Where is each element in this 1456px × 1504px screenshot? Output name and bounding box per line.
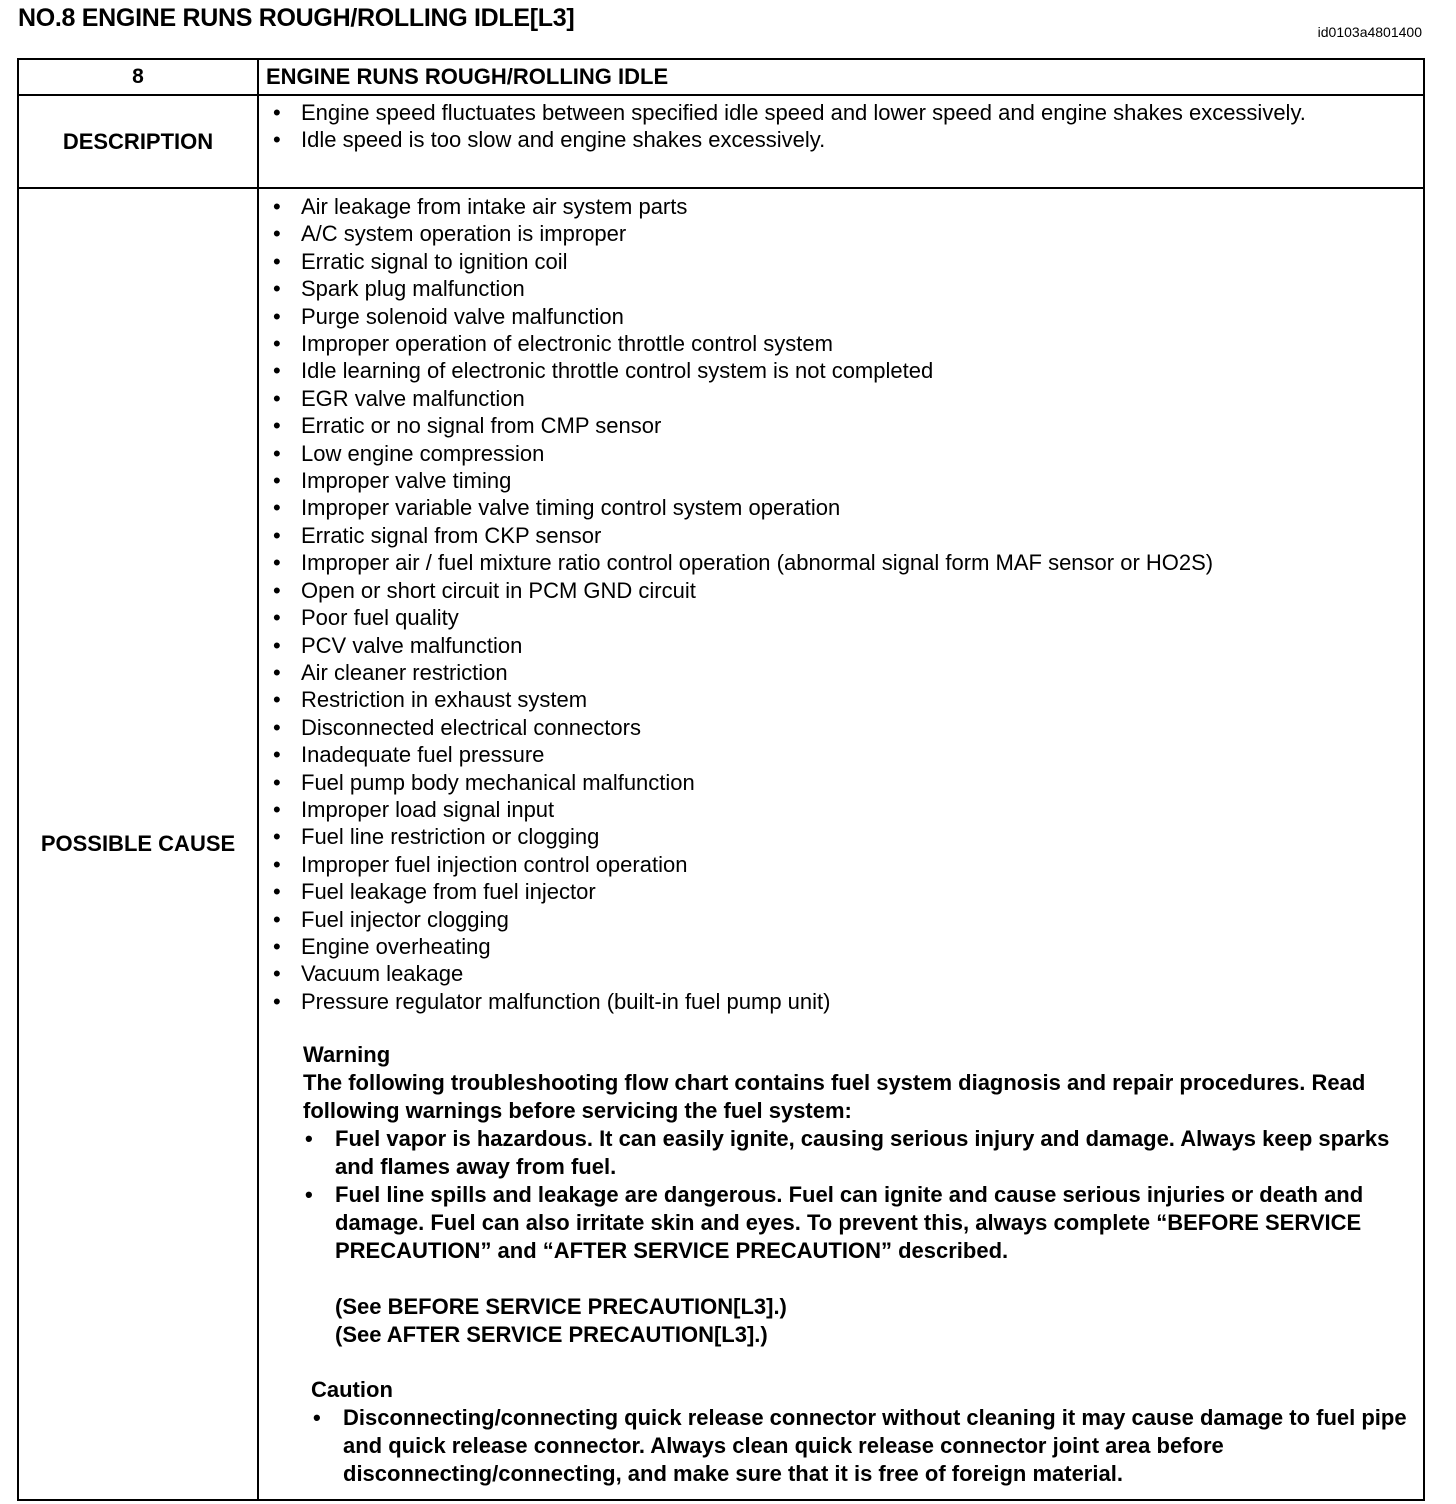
list-item: • PCV valve malfunction xyxy=(269,632,1413,659)
list-item: • Fuel leakage from fuel injector xyxy=(269,878,1413,905)
list-item: • Disconnected electrical connectors xyxy=(269,714,1413,741)
list-item: • Engine overheating xyxy=(269,933,1413,960)
list-item: • Pressure regulator malfunction (built-in fuel pump unit) xyxy=(269,988,1413,1015)
warning-intro: The following troubleshooting flow chart contains fuel system diagnosis and repair procedures. Read following warnings before servicing the fuel system: xyxy=(303,1070,1366,1124)
list-item: • Spark plug malfunction xyxy=(269,275,1413,302)
list-item: • Improper variable valve timing control system operation xyxy=(269,494,1413,521)
list-item: • Inadequate fuel pressure xyxy=(269,741,1413,768)
caution-list xyxy=(311,1404,1411,1488)
list-item: • Air cleaner restriction xyxy=(269,659,1413,686)
list-item: • EGR valve malfunction xyxy=(269,385,1413,412)
list-item: • Idle speed is too slow and engine shakes excessively. xyxy=(269,126,1413,153)
document-id: id0103a4801400 xyxy=(1317,24,1422,40)
see-after-service-link[interactable]: (See AFTER SERVICE PRECAUTION[L3].) xyxy=(335,1322,768,1348)
list-item: • Improper valve timing xyxy=(269,467,1413,494)
troubleshooting-table xyxy=(17,58,1425,1501)
page-title: NO.8 ENGINE RUNS ROUGH/ROLLING IDLE[L3] xyxy=(18,4,575,32)
list-item: • Fuel injector clogging xyxy=(269,906,1413,933)
caution-title: Caution xyxy=(311,1377,393,1403)
list-item: • Improper load signal input xyxy=(269,796,1413,823)
warning-list xyxy=(303,1125,1411,1265)
list-item: • Erratic signal from CKP sensor xyxy=(269,522,1413,549)
list-item: • Fuel line spills and leakage are dangerous. Fuel can ignite and cause serious injuries or death and damage. Fuel can also irritate skin and eyes. To prevent this, always complete “BEFORE SERVICE PRECAUTION” and “AFTER SERVICE PRECAUTION” described. xyxy=(303,1181,1411,1265)
see-references xyxy=(303,1293,1411,1349)
list-item: • Fuel pump body mechanical malfunction xyxy=(269,769,1413,796)
warning-block xyxy=(303,1041,1411,1349)
warning-title: Warning xyxy=(303,1042,391,1068)
list-item: • Fuel line restriction or clogging xyxy=(269,823,1413,850)
symptom-heading: ENGINE RUNS ROUGH/ROLLING IDLE xyxy=(258,59,1424,95)
description-list xyxy=(259,99,1423,154)
list-item: • Erratic signal to ignition coil xyxy=(269,248,1413,275)
description-label: DESCRIPTION xyxy=(18,95,258,188)
list-item: • Purge solenoid valve malfunction xyxy=(269,303,1413,330)
list-item: • Improper fuel injection control operation xyxy=(269,851,1413,878)
possible-cause-label: POSSIBLE CAUSE xyxy=(18,188,258,1500)
list-item: • Fuel vapor is hazardous. It can easily ignite, causing serious injury and damage. Always keep sparks and flames away from fuel. xyxy=(303,1125,1411,1181)
list-item: • Idle learning of electronic throttle control system is not completed xyxy=(269,357,1413,384)
list-item: • Vacuum leakage xyxy=(269,960,1413,987)
description-content xyxy=(258,95,1424,188)
caution-block xyxy=(311,1376,1411,1488)
list-item: • Open or short circuit in PCM GND circuit xyxy=(269,577,1413,604)
list-item: • Erratic or no signal from CMP sensor xyxy=(269,412,1413,439)
list-item: • Improper operation of electronic throttle control system xyxy=(269,330,1413,357)
list-item: • A/C system operation is improper xyxy=(269,220,1413,247)
possible-cause-content xyxy=(258,188,1424,1500)
list-item: • Engine speed fluctuates between specified idle speed and lower speed and engine shakes excessively. xyxy=(269,99,1413,126)
cause-list xyxy=(259,193,1423,1015)
list-item: • Air leakage from intake air system parts xyxy=(269,193,1413,220)
troubleshooting-number: 8 xyxy=(18,59,258,95)
see-before-service-link[interactable]: (See BEFORE SERVICE PRECAUTION[L3].) xyxy=(335,1294,787,1320)
description-row xyxy=(18,95,1424,188)
possible-cause-row xyxy=(18,188,1424,1500)
table-header-row xyxy=(18,59,1424,95)
list-item: • Low engine compression xyxy=(269,440,1413,467)
list-item: • Poor fuel quality xyxy=(269,604,1413,631)
list-item: • Disconnecting/connecting quick release connector without cleaning it may cause damage to fuel pipe and quick release connector. Always clean quick release connector joint area before disconnecting/connecting, and make sure that it is free of foreign material. xyxy=(311,1404,1411,1488)
list-item: • Improper air / fuel mixture ratio control operation (abnormal signal form MAF sensor or HO2S) xyxy=(269,549,1413,576)
list-item: • Restriction in exhaust system xyxy=(269,686,1413,713)
